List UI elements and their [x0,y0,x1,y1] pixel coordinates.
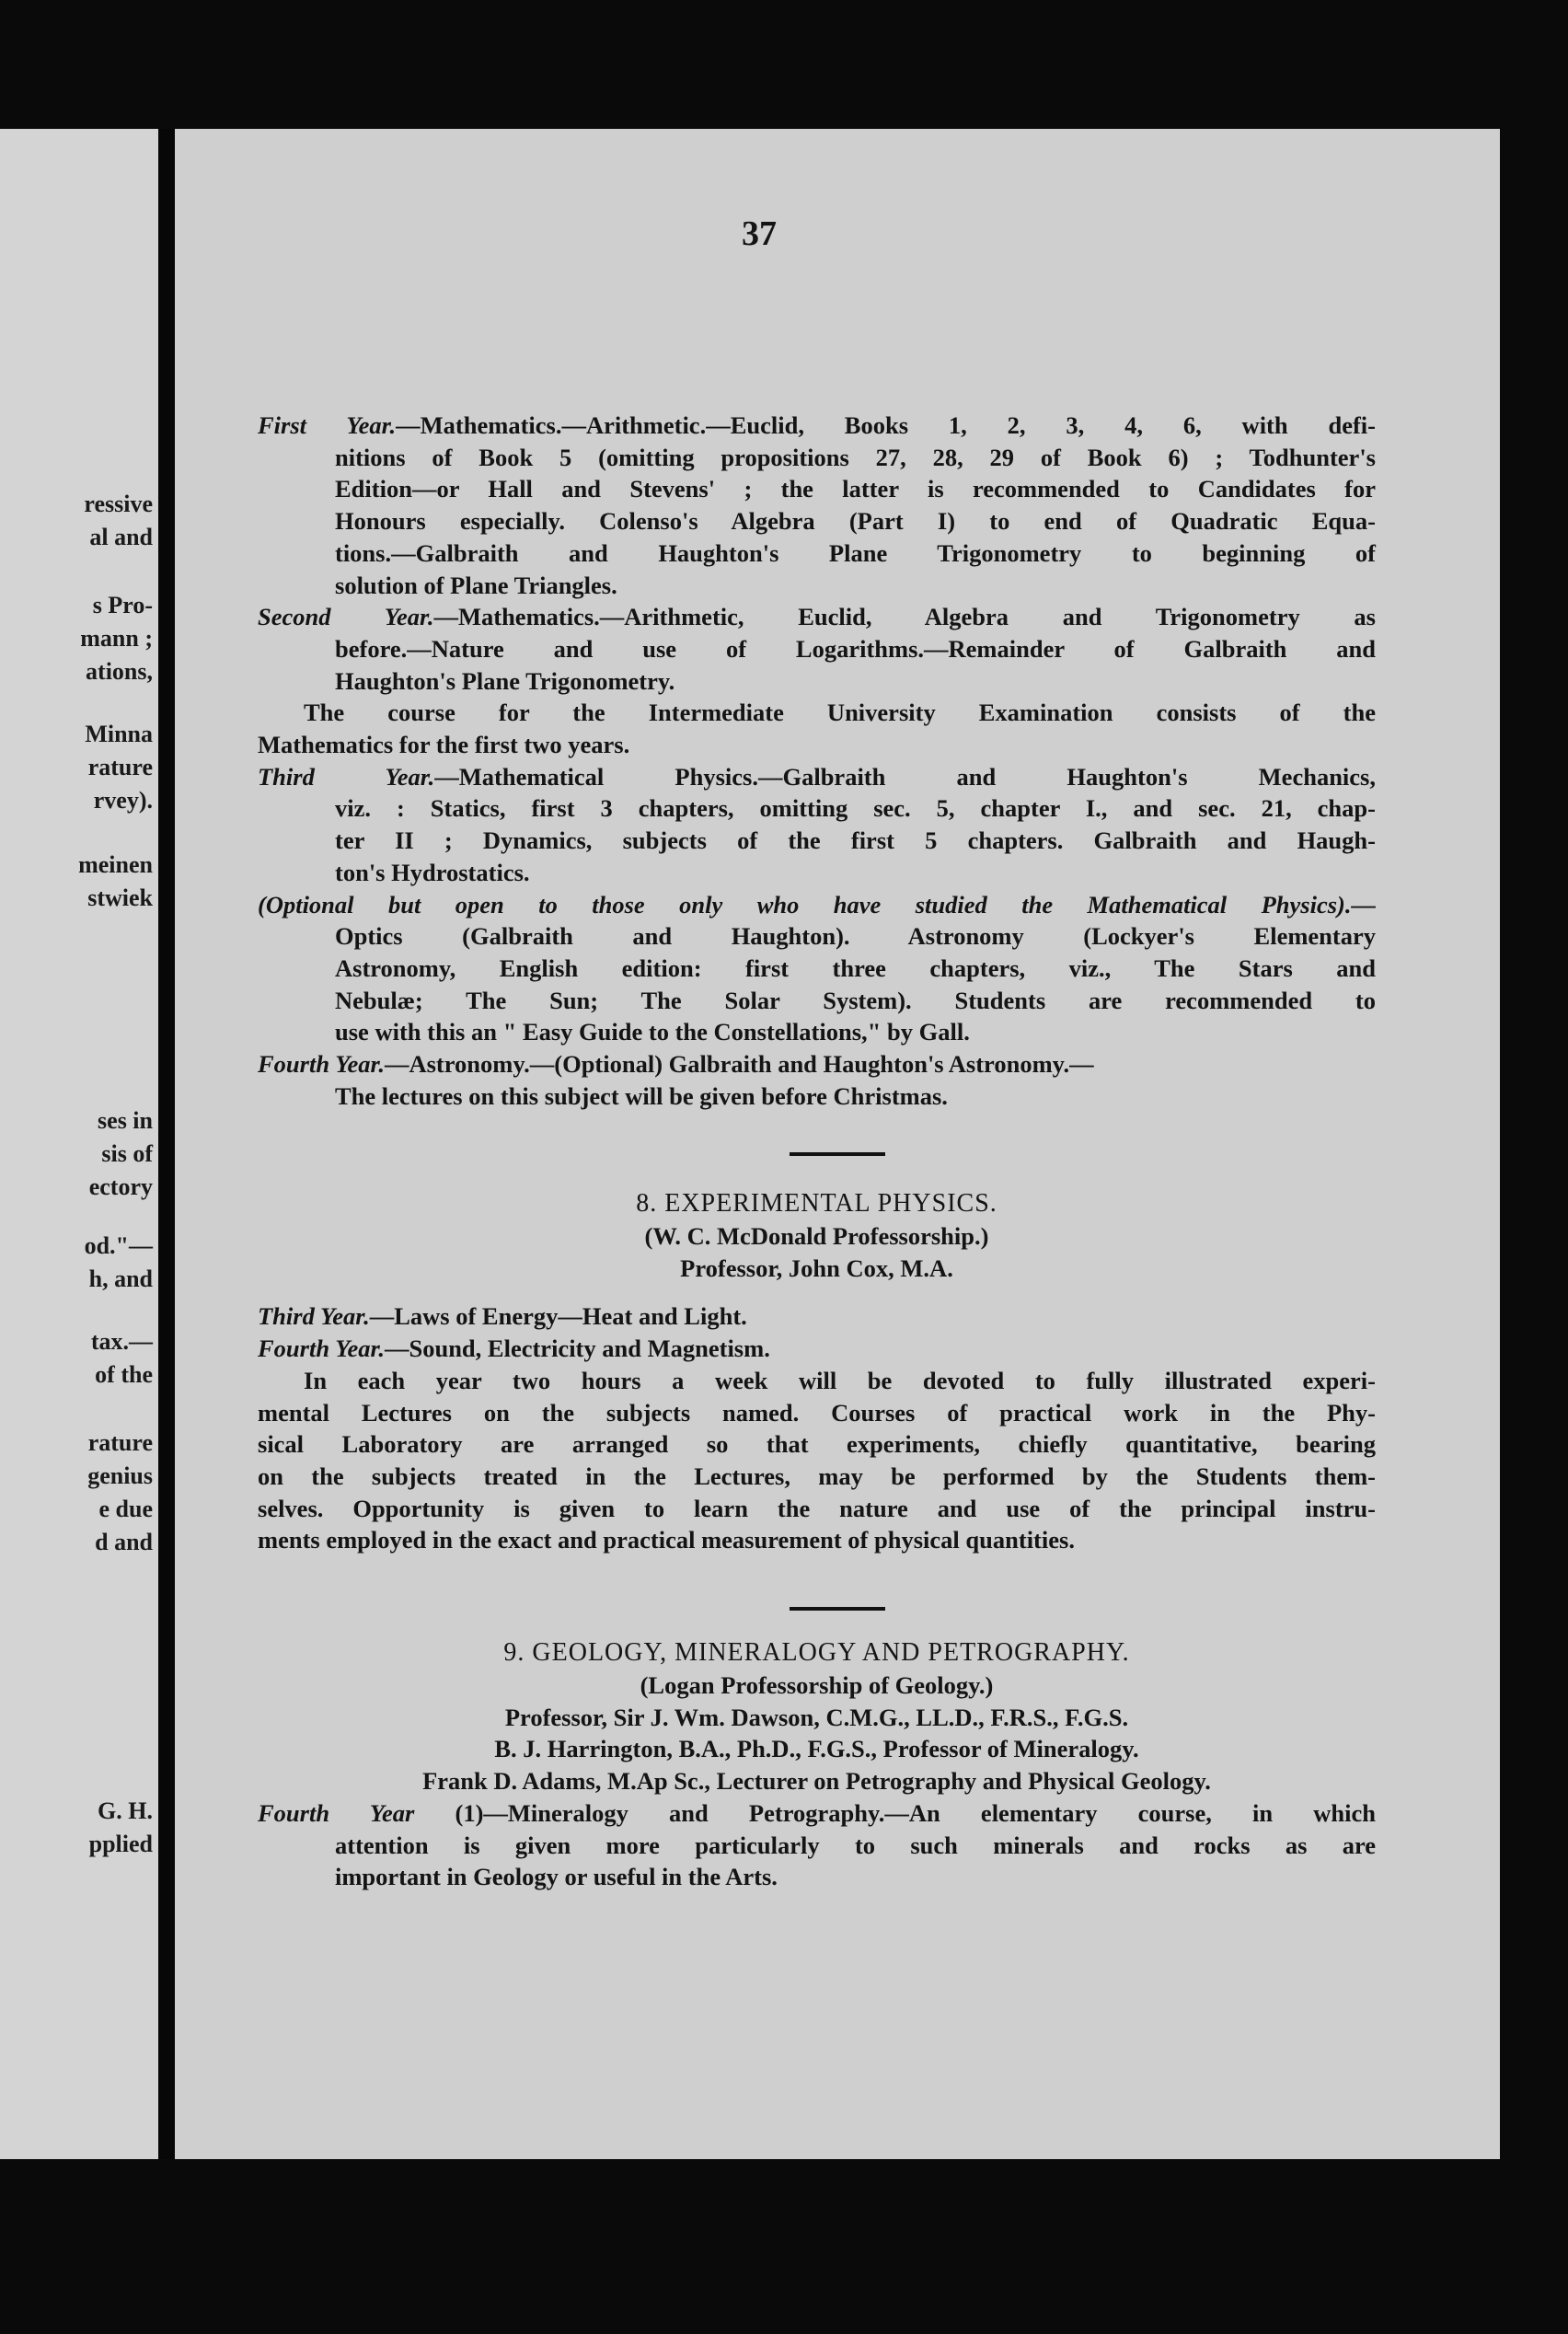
margin-fragment: s Pro- [92,592,153,618]
first-year-label: First Year. [258,411,397,439]
third-year-text: —Mathematical Physics.—Galbraith and Haughton's Mechanics, [434,762,1376,791]
fourth-year-line [258,1048,1376,1080]
geology-title: 9. GEOLOGY, MINERALOGY AND PETROGRAPHY. [503,1638,1130,1667]
second-year-line: Haughton's Plane Trigonometry. [335,666,675,695]
physics-chair: (W. C. McDonald Professorship.) [644,1222,989,1250]
geology-section [258,1636,1376,1893]
mathematics-section [258,410,1376,1112]
physics-third-year [258,1300,1376,1333]
geology-staff-line: Frank D. Adams, M.Ap Sc., Lecturer on Petrography and Physical Geology. [422,1767,1211,1796]
margin-fragment: al and [89,524,153,550]
margin-fragment: od."— [84,1232,153,1259]
margin-fragment: rature [87,754,153,780]
second-year-line [258,601,1376,633]
third-year-line: ton's Hydrostatics. [335,858,530,886]
margin-fragment: Minna [85,721,153,747]
physics-fourth-year-label: Fourth Year. [258,1335,385,1363]
adjacent-page-fragment [0,129,158,2159]
second-year-line: before.—Nature and use of Logarithms.—Remainder of Galbraith and [335,634,1376,663]
first-year-line: Honours especially. Colenso's Algebra (Part I) to end of Quadratic Equa- [335,507,1376,536]
physics-title: 8. EXPERIMENTAL PHYSICS. [636,1189,997,1218]
section-divider [175,1152,1500,1156]
physics-paragraph-line: selves. Opportunity is given to learn the nature and use of the principal instru- [258,1494,1376,1522]
geology-staff-line: Professor, Sir J. Wm. Dawson, C.M.G., LL.D., F.R.S., F.G.S. [504,1703,1129,1731]
geology-chair: (Logan Professorship of Geology.) [640,1671,994,1699]
second-year-label: Second Year. [258,603,434,631]
optional-line: Optics (Galbraith and Haughton). Astronomy (Lockyer's Elementary [335,922,1376,951]
geology-staff-line: B. J. Harrington, B.A., Ph.D., F.G.S., Professor of Mineralogy. [494,1735,1139,1763]
physics-fourth-year-text: —Sound, Electricity and Magnetism. [384,1335,770,1363]
geology-fourth-year-line [258,1797,1376,1830]
margin-fragment: rature [87,1429,153,1456]
fourth-year-label: Fourth Year. [258,1050,385,1079]
margin-fragment: ations, [86,658,153,685]
intermediate-note-line: Mathematics for the first two years. [258,731,630,759]
margin-fragment: sis of [101,1140,153,1167]
first-year-text: —Mathematics.—Arithmetic.—Euclid, Books 1, 2, 3, 4, 6, with defi- [396,411,1376,439]
first-year-line: tions.—Galbraith and Haughton's Plane Trigonometry to beginning of [335,538,1376,567]
physics-third-year-label: Third Year. [258,1302,370,1331]
margin-fragment: meinen [78,851,153,878]
scanned-page [175,129,1500,2159]
physics-section [258,1187,1376,1556]
geology-fourth-year-label: Fourth Year [258,1798,415,1827]
margin-fragment: ressive [84,491,153,517]
margin-fragment: G. H. [98,1797,153,1824]
third-year-label: Third Year. [258,762,435,791]
physics-paragraph-line: on the subjects treated in the Lectures, may be performed by the Students them- [258,1462,1376,1490]
physics-third-year-text: —Laws of Energy—Heat and Light. [369,1302,747,1331]
fourth-year-text: —Astronomy.—(Optional) Galbraith and Haughton's Astronomy.— [384,1050,1094,1079]
margin-fragment: e due [98,1496,153,1522]
geology-fourth-year-line: important in Geology or useful in the Arts. [335,1863,778,1891]
first-year-line [258,410,1376,442]
optional-label: (Optional but open to those only who have studied the Mathematical Physics).— [258,890,1376,919]
margin-fragment: rvey). [93,787,153,814]
optional-line: Nebulæ; The Sun; The Solar System). Students are recommended to [335,986,1376,1014]
margin-fragment: stwiek [87,884,153,911]
margin-fragment: of the [95,1361,153,1388]
section-divider [175,1607,1500,1611]
third-year-line: viz. : Statics, first 3 chapters, omitting sec. 5, chapter I., and sec. 21, chap- [335,794,1376,823]
margin-fragment: ectory [88,1173,153,1200]
page-gutter [158,129,175,2159]
margin-fragment: tax.— [90,1328,153,1355]
intermediate-note-line: The course for the Intermediate University Examination consists of the [304,699,1376,727]
geology-fourth-year-text: (1)—Mineralogy and Petrography.—An elementary course, in which [455,1798,1376,1827]
margin-fragment: ses in [98,1107,153,1134]
divider-rule [790,1152,885,1156]
margin-fragment: pplied [88,1831,153,1857]
third-year-line: ter II ; Dynamics, subjects of the first 5 chapters. Galbraith and Haugh- [335,826,1376,855]
margin-fragment: d and [95,1529,153,1555]
physics-paragraph-line: ments employed in the exact and practical measurement of physical quantities. [258,1526,1075,1554]
margin-fragment: h, and [88,1265,153,1292]
margin-fragment: mann ; [80,625,153,652]
first-year-line: Edition—or Hall and Stevens' ; the latter is recommended to Candidates for [335,475,1376,503]
physics-professor: Professor, John Cox, M.A. [680,1254,953,1282]
optional-line: Astronomy, English edition: first three chapters, viz., The Stars and [335,953,1376,982]
physics-fourth-year [258,1333,1376,1365]
second-year-text: —Mathematics.—Arithmetic, Euclid, Algebra and Trigonometry as [433,603,1376,631]
first-year-line: solution of Plane Triangles. [335,571,617,599]
margin-fragment: genius [87,1462,153,1489]
physics-paragraph-line: sical Laboratory are arranged so that experiments, chiefly quantitative, bearing [258,1430,1376,1459]
physics-paragraph-line: In each year two hours a week will be devoted to fully illustrated experi- [304,1366,1376,1394]
fourth-year-line: The lectures on this subject will be given before Christmas. [335,1081,948,1110]
optional-line: use with this an " Easy Guide to the Constellations," by Gall. [335,1018,970,1046]
third-year-line [258,761,1376,793]
first-year-line: nitions of Book 5 (omitting propositions 27, 28, 29 of Book 6) ; Todhunter's [335,443,1376,471]
physics-paragraph-line: mental Lectures on the subjects named. Courses of practical work in the Phy- [258,1398,1376,1427]
divider-rule [790,1607,885,1611]
geology-fourth-year-line: attention is given more particularly to such minerals and rocks as are [335,1831,1376,1859]
page-number: 37 [742,214,777,253]
